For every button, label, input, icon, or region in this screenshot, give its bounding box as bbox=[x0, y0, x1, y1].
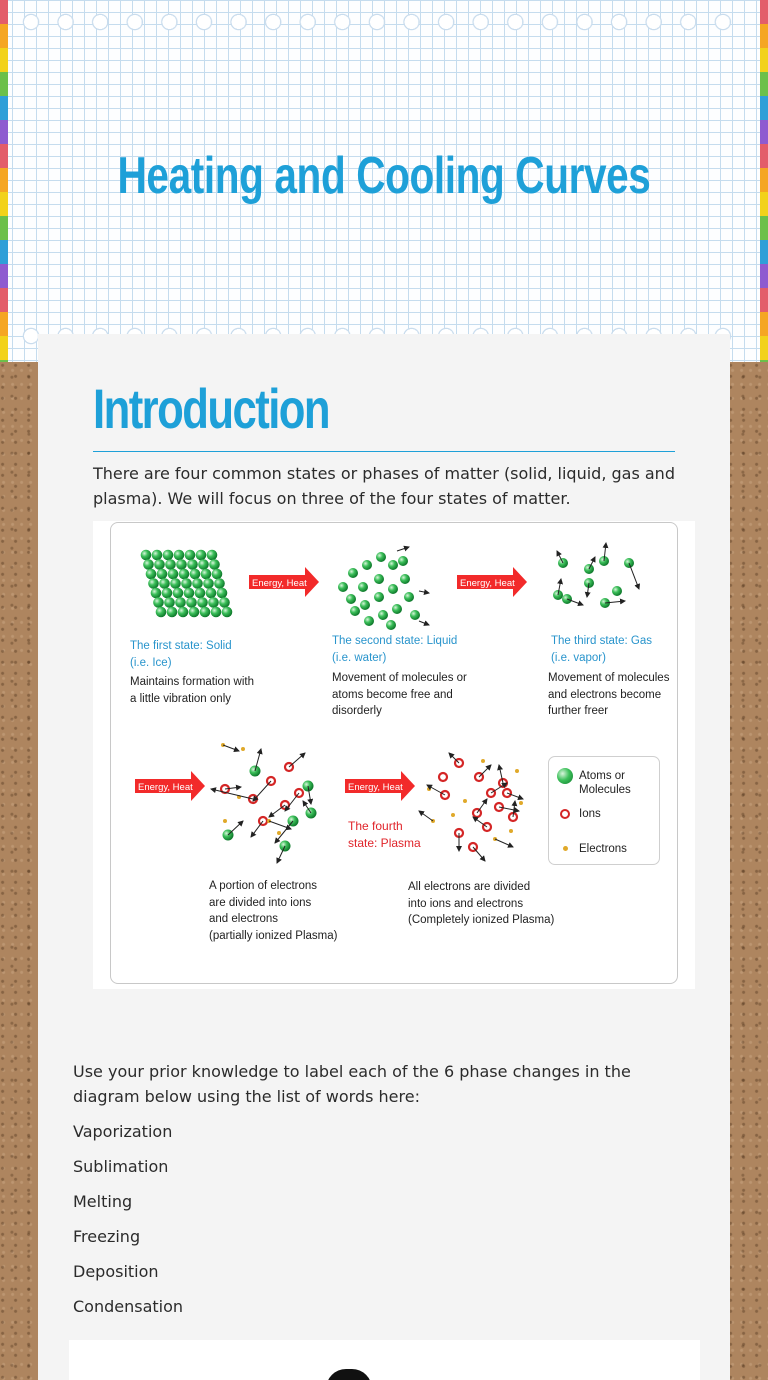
liquid-molecules bbox=[338, 547, 429, 630]
molecule-dot bbox=[179, 569, 190, 580]
phase-diagram-image-top bbox=[69, 1340, 700, 1380]
ion-swatch-icon bbox=[560, 809, 570, 819]
molecule-dot bbox=[146, 569, 157, 580]
molecule-dot bbox=[398, 556, 408, 566]
arrow-label-text: Energy, Heat bbox=[252, 578, 307, 589]
legend-ions-label: Ions bbox=[579, 808, 601, 820]
molecule-dot bbox=[151, 588, 162, 599]
phase-change-word-list bbox=[73, 1119, 183, 1329]
molecule-dot bbox=[189, 607, 200, 618]
molecule-dot bbox=[170, 578, 181, 589]
intro-paragraph: There are four common states or phases of matter (solid, liquid, gas and plasma). We will focus on three of the four states of matter. bbox=[93, 464, 675, 508]
molecule-dot bbox=[404, 592, 414, 602]
energy-heat-arrow bbox=[457, 567, 527, 597]
electron-dot bbox=[277, 831, 281, 835]
molecule-dot bbox=[222, 607, 233, 618]
molecule-dot bbox=[143, 559, 154, 570]
diagram-partial-shape bbox=[326, 1369, 372, 1380]
molecule-dot bbox=[163, 550, 174, 561]
figure-drawing bbox=[93, 521, 695, 989]
left-color-strip bbox=[0, 0, 8, 362]
motion-arrow bbox=[228, 821, 243, 835]
molecule-dot bbox=[157, 569, 168, 580]
motion-arrow bbox=[473, 847, 485, 861]
molecule-dot bbox=[203, 578, 214, 589]
liquid-title: The second state: Liquid (i.e. water) bbox=[332, 635, 458, 664]
motion-arrow bbox=[479, 765, 491, 777]
molecule-dot bbox=[374, 592, 384, 602]
gas-description: Movement of molecules and electrons become further freer bbox=[548, 672, 670, 717]
motion-arrow bbox=[449, 753, 459, 763]
molecule-dot bbox=[206, 588, 217, 599]
molecule-dot bbox=[207, 550, 218, 561]
molecule-dot bbox=[378, 610, 388, 620]
molecule-dot bbox=[178, 607, 189, 618]
motion-arrow bbox=[211, 789, 253, 799]
word-item: Deposition bbox=[73, 1262, 159, 1281]
motion-arrow bbox=[473, 817, 487, 827]
molecule-dot bbox=[190, 569, 201, 580]
binder-holes-top bbox=[20, 11, 748, 33]
motion-arrow bbox=[289, 753, 305, 767]
legend bbox=[548, 756, 660, 865]
arrow-label-text: Energy, Heat bbox=[348, 782, 403, 793]
molecule-dot bbox=[360, 600, 370, 610]
molecule-dot bbox=[186, 597, 197, 608]
molecule-dot bbox=[165, 559, 176, 570]
energy-heat-arrow bbox=[345, 771, 415, 801]
molecule-dot bbox=[214, 578, 225, 589]
molecule-dot bbox=[362, 560, 372, 570]
molecule-dot bbox=[338, 582, 348, 592]
molecule-dot bbox=[386, 620, 396, 630]
molecule-dot bbox=[197, 597, 208, 608]
electron-dot bbox=[515, 769, 519, 773]
molecule-dot bbox=[217, 588, 228, 599]
electron-dot bbox=[223, 819, 227, 823]
molecule-dot bbox=[173, 588, 184, 599]
molecule-dot bbox=[162, 588, 173, 599]
legend-electrons-label: Electrons bbox=[579, 843, 627, 855]
molecule-dot bbox=[400, 574, 410, 584]
word-item: Freezing bbox=[73, 1227, 141, 1246]
header-banner bbox=[0, 0, 768, 362]
word-item: Vaporization bbox=[73, 1122, 173, 1141]
motion-arrow bbox=[629, 563, 639, 589]
molecule-dot bbox=[388, 584, 398, 594]
liquid-description: Movement of molecules or atoms become free and disorderly bbox=[332, 672, 467, 717]
electron-dot bbox=[509, 829, 513, 833]
molecule-dot bbox=[211, 607, 222, 618]
motion-arrow bbox=[253, 781, 271, 801]
molecule-dot bbox=[175, 597, 186, 608]
full-plasma-note: All electrons are divided into ions and electrons (Completely ionized Plasma) bbox=[408, 881, 555, 926]
molecule-dot bbox=[187, 559, 198, 570]
motion-arrow bbox=[223, 745, 239, 751]
molecule-dot bbox=[192, 578, 203, 589]
solid-description: Maintains formation with a little vibration only bbox=[130, 676, 254, 705]
atom-swatch-icon bbox=[557, 768, 573, 784]
full-plasma-particles bbox=[419, 753, 523, 861]
solid-title: The first state: Solid (i.e. Ice) bbox=[130, 640, 232, 669]
word-item: Condensation bbox=[73, 1297, 184, 1316]
molecule-dot bbox=[612, 586, 622, 596]
energy-heat-arrow bbox=[135, 771, 205, 801]
molecule-dot bbox=[196, 550, 207, 561]
electron-dot bbox=[451, 813, 455, 817]
motion-arrow bbox=[397, 547, 409, 551]
electron-dot bbox=[519, 801, 523, 805]
energy-heat-arrow bbox=[249, 567, 319, 597]
molecule-dot bbox=[376, 552, 386, 562]
molecule-dot bbox=[159, 578, 170, 589]
arrow-label-text: Energy, Heat bbox=[460, 578, 515, 589]
molecule-dot bbox=[201, 569, 212, 580]
electron-swatch-icon bbox=[563, 846, 568, 851]
molecule-dot bbox=[364, 616, 374, 626]
title-divider bbox=[93, 451, 675, 452]
molecule-dot bbox=[148, 578, 159, 589]
motion-arrow bbox=[251, 821, 263, 837]
molecule-dot bbox=[219, 597, 230, 608]
molecule-dot bbox=[348, 568, 358, 578]
molecule-dot bbox=[167, 607, 178, 618]
molecule-dot bbox=[350, 606, 360, 616]
molecule-dot bbox=[195, 588, 206, 599]
plasma-title: The fourth state: Plasma bbox=[348, 819, 421, 850]
molecule-dot bbox=[198, 559, 209, 570]
gas-molecules bbox=[553, 543, 639, 608]
states-of-matter-figure bbox=[93, 521, 695, 989]
molecule-dot bbox=[181, 578, 192, 589]
motion-arrow bbox=[495, 839, 513, 847]
molecule-dot bbox=[388, 560, 398, 570]
molecule-dot bbox=[176, 559, 187, 570]
molecule-dot bbox=[154, 559, 165, 570]
page-title: Heating and Cooling Curves bbox=[117, 147, 651, 205]
molecule-dot bbox=[212, 569, 223, 580]
molecule-dot bbox=[168, 569, 179, 580]
gas-title: The third state: Gas (i.e. vapor) bbox=[551, 635, 652, 664]
molecule-dot bbox=[346, 594, 356, 604]
right-color-strip bbox=[760, 0, 768, 362]
molecule-dot bbox=[184, 588, 195, 599]
solid-lattice bbox=[141, 550, 233, 618]
molecule-dot bbox=[185, 550, 196, 561]
legend-atoms-label: Atoms or Molecules bbox=[579, 770, 631, 796]
motion-arrow bbox=[269, 805, 285, 817]
molecule-dot bbox=[141, 550, 152, 561]
motion-arrow bbox=[419, 621, 429, 625]
electron-dot bbox=[463, 799, 467, 803]
motion-arrow bbox=[477, 799, 487, 813]
section-title: Introduction bbox=[93, 377, 330, 440]
content-panel bbox=[38, 334, 730, 1380]
molecule-dot bbox=[358, 582, 368, 592]
molecule-dot bbox=[153, 597, 164, 608]
electron-dot bbox=[481, 759, 485, 763]
molecule-dot bbox=[164, 597, 175, 608]
molecule-dot bbox=[200, 607, 211, 618]
molecule-dot bbox=[392, 604, 402, 614]
molecule-dot bbox=[374, 574, 384, 584]
word-item: Melting bbox=[73, 1192, 133, 1211]
partial-plasma-particles bbox=[211, 743, 317, 863]
electron-dot bbox=[241, 747, 245, 751]
molecule-dot bbox=[410, 610, 420, 620]
arrow-label-text: Energy, Heat bbox=[138, 782, 193, 793]
task-instructions: Use your prior knowledge to label each of the 6 phase changes in the diagram below using the list of words here: bbox=[73, 1062, 631, 1106]
motion-arrow bbox=[419, 811, 433, 821]
molecule-dot bbox=[156, 607, 167, 618]
molecule-dot bbox=[208, 597, 219, 608]
ion-dot bbox=[439, 773, 447, 781]
electron-dot bbox=[427, 787, 431, 791]
molecule-dot bbox=[209, 559, 220, 570]
molecule-dot bbox=[152, 550, 163, 561]
molecule-dot bbox=[174, 550, 185, 561]
motion-arrow bbox=[419, 591, 429, 593]
partial-plasma-note: A portion of electrons are divided into ions and electrons (partially ionized Plasma) bbox=[209, 880, 338, 942]
word-item: Sublimation bbox=[73, 1157, 169, 1176]
